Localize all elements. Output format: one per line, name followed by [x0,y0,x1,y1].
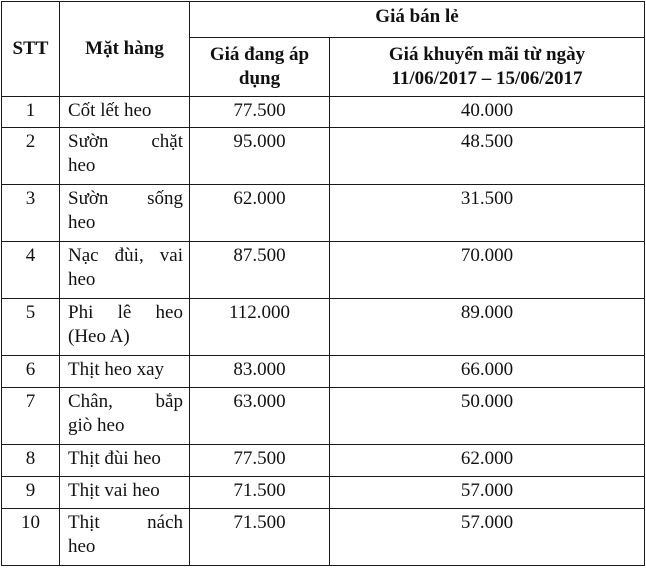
table-row [2,356,645,388]
row-item-name-line1: Sườn chặt [68,131,183,152]
row-item-name-line2: heo [68,155,96,176]
row-promo-price: 48.500 [330,128,645,185]
table-row [2,185,645,242]
header-current-price-line1: Giá đang áp [209,44,310,65]
row-current-price: 63.000 [190,388,330,445]
row-item-name [60,185,190,242]
row-item-name: Thịt vai heo [60,477,190,509]
row-item-name-line2: heo [68,212,96,233]
table-row [2,242,645,299]
table-header [2,2,645,97]
row-stt: 8 [2,445,60,477]
row-item-name-line1: Nạc đùi, vai [68,245,183,266]
table-row [2,388,645,445]
row-item-name [60,242,190,299]
row-promo-price: 57.000 [330,509,645,566]
row-current-price: 77.500 [190,445,330,477]
table-row [2,445,645,477]
price-table [1,1,645,566]
table-row [2,128,645,185]
row-stt: 10 [2,509,60,566]
row-current-price: 112.000 [190,299,330,356]
table-body [2,97,645,566]
row-stt: 9 [2,477,60,509]
row-item-name-line2: giò heo [68,415,125,436]
row-promo-price: 57.000 [330,477,645,509]
row-current-price: 77.500 [190,97,330,128]
row-item-name-line1: Thịt nách [68,512,183,533]
row-stt: 4 [2,242,60,299]
table-row [2,477,645,509]
header-promo-price-line1: Giá khuyến mãi từ ngày [388,44,586,65]
row-promo-price: 40.000 [330,97,645,128]
row-item-name: Cốt lết heo [60,97,190,128]
header-promo-price-line2: 11/06/2017 – 15/06/2017 [391,68,583,89]
header-row-1 [2,2,645,38]
row-item-name [60,509,190,566]
row-item-name-line2: (Heo A) [68,326,130,347]
row-promo-price: 62.000 [330,445,645,477]
row-current-price: 62.000 [190,185,330,242]
header-stt: STT [2,2,60,97]
header-retail-price: Giá bán lẻ [190,2,645,38]
row-item-name-line1: Sườn sống [68,188,183,209]
header-current-price [190,38,330,97]
row-promo-price: 89.000 [330,299,645,356]
row-item-name-line2: heo [68,536,96,557]
row-current-price: 71.500 [190,477,330,509]
row-item-name [60,128,190,185]
row-promo-price: 31.500 [330,185,645,242]
header-current-price-line2: dụng [238,68,281,89]
row-stt: 2 [2,128,60,185]
row-stt: 5 [2,299,60,356]
row-stt: 6 [2,356,60,388]
row-current-price: 71.500 [190,509,330,566]
row-item-name [60,299,190,356]
row-item-name-line1: Phi lê heo [68,302,183,323]
table-row [2,509,645,566]
row-current-price: 87.500 [190,242,330,299]
row-promo-price: 70.000 [330,242,645,299]
header-promo-price [330,38,645,97]
row-item-name: Thịt heo xay [60,356,190,388]
row-promo-price: 50.000 [330,388,645,445]
row-promo-price: 66.000 [330,356,645,388]
row-stt: 3 [2,185,60,242]
table-row [2,299,645,356]
row-current-price: 95.000 [190,128,330,185]
row-item-name-line1: Chân, bắp [68,391,183,412]
row-item-name: Thịt đùi heo [60,445,190,477]
header-item: Mặt hàng [60,2,190,97]
row-stt: 1 [2,97,60,128]
row-stt: 7 [2,388,60,445]
table-row [2,97,645,128]
row-current-price: 83.000 [190,356,330,388]
row-item-name-line2: heo [68,269,96,290]
row-item-name [60,388,190,445]
